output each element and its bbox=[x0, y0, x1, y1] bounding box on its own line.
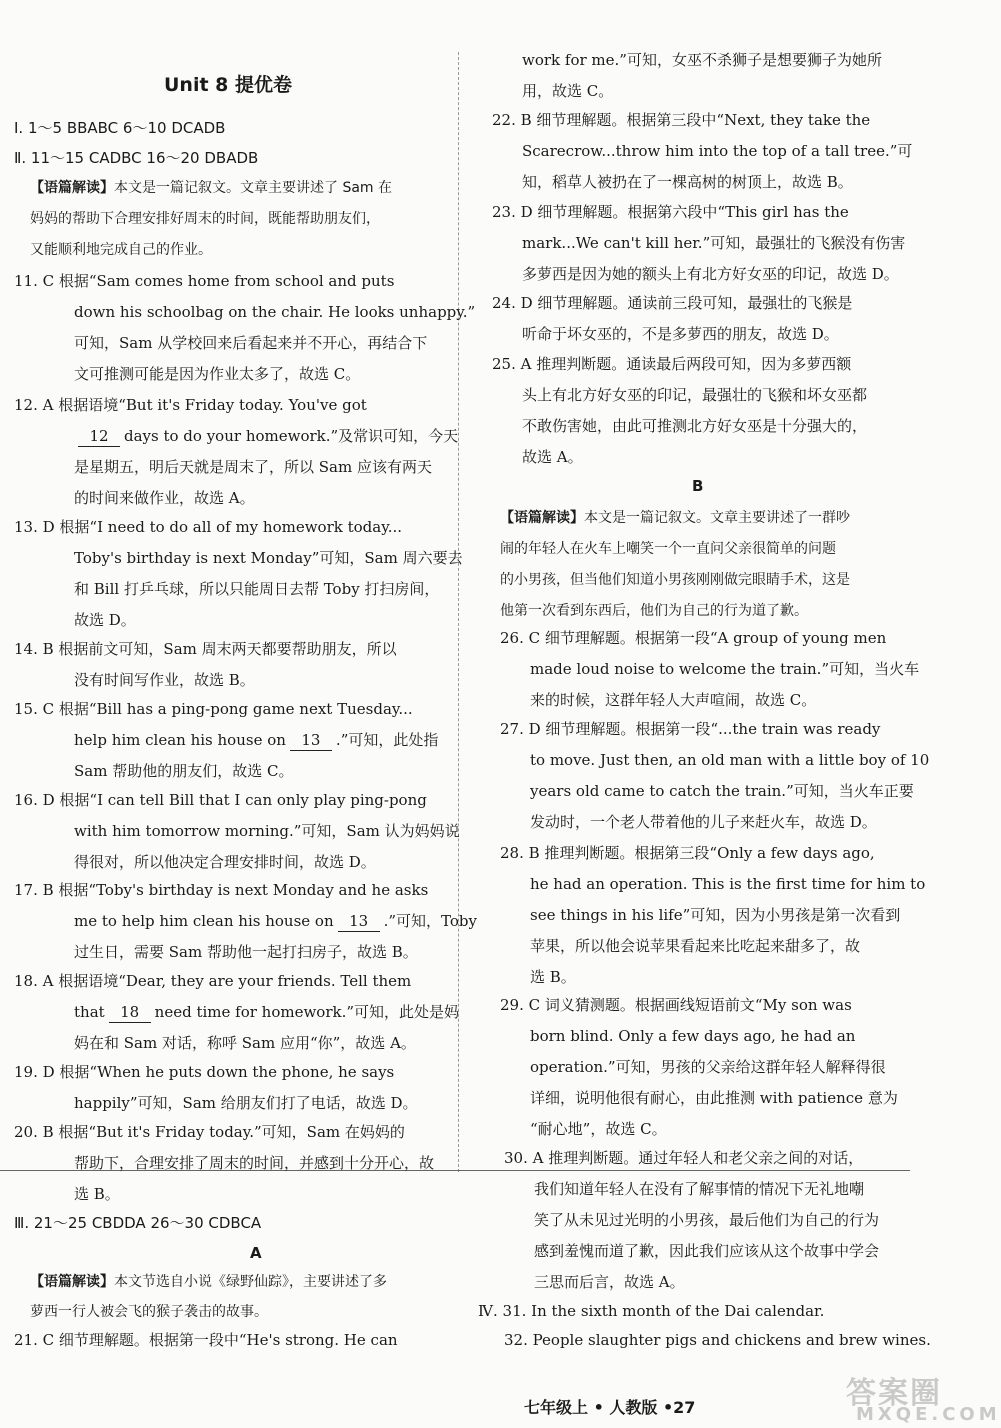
answer-27-cont: years old came to catch the train.”可知，当火车正要 bbox=[530, 782, 914, 800]
answer-text: me to help him clean his house on bbox=[74, 912, 334, 930]
blank-number: 18 bbox=[109, 1002, 151, 1023]
answer-20: 20. B 根据“But it's Friday today.”可知，Sam 在妈妈的 bbox=[14, 1123, 405, 1141]
answer-23-cont: mark...We can't kill her.”可知，最强壮的飞猴没有伤害 bbox=[522, 234, 906, 252]
answer-19: 19. D 根据“When he puts down the phone, he says bbox=[14, 1063, 395, 1081]
answer-20-cont: 帮助下，合理安排了周末的时间，并感到十分开心，故 bbox=[74, 1154, 435, 1172]
answer-24: 24. D 细节理解题。通读前三段可知，最强壮的飞猴是 bbox=[492, 294, 853, 312]
answer-31: Ⅳ. 31. In the sixth month of the Dai calendar. bbox=[478, 1302, 825, 1320]
intro-line: 萝西一行人被会飞的猴子袭击的故事。 bbox=[30, 1304, 268, 1320]
answer-27-cont: 发动时，一个老人带着他的儿子来赶火车，故选 D。 bbox=[530, 813, 877, 831]
answer-11-cont: 文可推测可能是因为作业太多了，故选 C。 bbox=[74, 365, 361, 383]
answer-32: 32. People slaughter pigs and chickens and brew wines. bbox=[504, 1331, 931, 1349]
blank-number: 12 bbox=[78, 426, 120, 447]
answer-16-cont: with him tomorrow morning.”可知，Sam 认为妈妈说 bbox=[74, 822, 460, 840]
answer-23: 23. D 细节理解题。根据第六段中“This girl has the bbox=[492, 203, 849, 221]
answer-12-cont bbox=[74, 426, 458, 447]
answer-29-cont: born blind. Only a few days ago, he had an bbox=[530, 1027, 856, 1045]
intro-text: 本文节选自小说《绿野仙踪》，主要讲述了多 bbox=[114, 1274, 387, 1290]
answer-28: 28. B 推理判断题。根据第三段“Only a few days ago, bbox=[500, 844, 875, 862]
blank-number: 13 bbox=[338, 911, 380, 932]
answer-21-cont: work for me.”可知，女巫不杀狮子是想要狮子为她所 bbox=[522, 51, 882, 69]
answer-29-cont: 详细，说明他很有耐心，由此推测 with patience 意为 bbox=[530, 1089, 898, 1107]
intro-tag: 【语篇解读】 bbox=[30, 1274, 114, 1290]
answer-22-cont: 知，稻草人被扔在了一棵高树的树顶上，故选 B。 bbox=[522, 173, 853, 191]
answer-16: 16. D 根据“I can tell Bill that I can only play ping-pong bbox=[14, 791, 427, 809]
answer-text: help him clean his house on bbox=[74, 731, 286, 749]
answer-29-cont: “耐心地”，故选 C。 bbox=[530, 1120, 667, 1138]
answer-22: 22. B 细节理解题。根据第三段中“Next, they take the bbox=[492, 111, 871, 129]
section-3-answers: Ⅲ. 21～25 CBDDA 26～30 CDBCA bbox=[14, 1214, 262, 1232]
answer-13-cont: 故选 D。 bbox=[74, 611, 136, 629]
answer-15-cont: Sam 帮助他的朋友们，故选 C。 bbox=[74, 762, 294, 780]
answer-14: 14. B 根据前文可知，Sam 周末两天都要帮助朋友，所以 bbox=[14, 640, 397, 658]
answer-25: 25. A 推理判断题。通读最后两段可知，因为多萝西额 bbox=[492, 355, 852, 373]
answer-29-cont: operation.”可知，男孩的父亲给这群年轻人解释得很 bbox=[530, 1058, 886, 1076]
answer-18: 18. A 根据语境“Dear, they are your friends. Tell them bbox=[14, 972, 412, 990]
answer-18-cont bbox=[74, 1002, 459, 1023]
answer-26: 26. C 细节理解题。根据第一段“A group of young men bbox=[500, 629, 887, 647]
answer-text: need time for homework.”可知，此处是妈 bbox=[154, 1003, 460, 1021]
answer-13: 13. D 根据“I need to do all of my homework today... bbox=[14, 518, 402, 536]
watermark-url: MXQE.COM bbox=[856, 1404, 1001, 1425]
answer-27: 27. D 细节理解题。根据第一段“...the train was ready bbox=[500, 720, 881, 738]
answer-21-cont: 用，故选 C。 bbox=[522, 82, 614, 100]
answer-25-cont: 不敢伤害她，由此可推测北方好女巫是十分强大的， bbox=[522, 417, 868, 435]
answer-text: that bbox=[74, 1003, 105, 1021]
answer-15-cont bbox=[74, 730, 438, 751]
answer-27-cont: to move. Just then, an old man with a little boy of 10 bbox=[530, 751, 930, 769]
answer-14-cont: 没有时间写作业，故选 B。 bbox=[74, 671, 255, 689]
answer-18-cont: 妈在和 Sam 对话，称呼 Sam 应用“你”，故选 A。 bbox=[74, 1034, 416, 1052]
answer-28-cont: see things in his life”可知，因为小男孩是第一次看到 bbox=[530, 906, 901, 924]
subsection-b-heading: B bbox=[692, 477, 704, 495]
answer-12-cont: 是星期五，明后天就是周末了，所以 Sam 应该有两天 bbox=[74, 458, 432, 476]
answer-25-cont: 头上有北方好女巫的印记，最强壮的飞猴和坏女巫都 bbox=[522, 386, 868, 404]
answer-17-cont bbox=[74, 911, 477, 932]
answer-text: .”可知，此处指 bbox=[335, 731, 439, 749]
intro-tag: 【语篇解读】 bbox=[30, 180, 114, 196]
answer-17-cont: 过生日，需要 Sam 帮助他一起打扫房子，故选 B。 bbox=[74, 943, 418, 961]
page-footer: 七年级上 • 人教版 •27 bbox=[524, 1398, 696, 1417]
answer-22-cont: Scarecrow...throw him into the top of a tall tree.”可 bbox=[522, 142, 913, 160]
answer-12: 12. A 根据语境“But it's Friday today. You've got bbox=[14, 396, 367, 414]
answer-text: days to do your homework.”及常识可知，今天 bbox=[124, 427, 459, 445]
intro-line: 闹的年轻人在火车上嘲笑一个一直问父亲很简单的问题 bbox=[500, 541, 836, 557]
subsection-a-heading: A bbox=[250, 1244, 262, 1262]
answer-11-cont: down his schoolbag on the chair. He looks unhappy.” bbox=[74, 303, 476, 321]
answer-11: 11. C 根据“Sam comes home from school and puts bbox=[14, 272, 395, 290]
answer-30-cont: 感到羞愧而道了歉，因此我们应该从这个故事中学会 bbox=[534, 1242, 880, 1260]
intro-tag: 【语篇解读】 bbox=[500, 510, 584, 526]
watermark-text: 答案圈 bbox=[846, 1376, 942, 1411]
answer-17: 17. B 根据“Toby's birthday is next Monday and he asks bbox=[14, 881, 429, 899]
answer-26-cont: made loud noise to welcome the train.”可知，当火车 bbox=[530, 660, 920, 678]
page-title: Unit 8 提优卷 bbox=[164, 74, 292, 96]
answer-28-cont: he had an operation. This is the first time for him to bbox=[530, 875, 926, 893]
answer-15: 15. C 根据“Bill has a ping-pong game next Tuesday... bbox=[14, 700, 413, 718]
answer-25-cont: 故选 A。 bbox=[522, 448, 583, 466]
answer-12-cont: 的时间来做作业，故选 A。 bbox=[74, 489, 255, 507]
answer-11-cont: 可知，Sam 从学校回来后看起来并不开心，再结合下 bbox=[74, 334, 428, 352]
answer-21: 21. C 细节理解题。根据第一段中“He's strong. He can bbox=[14, 1331, 398, 1349]
answer-19-cont: happily”可知，Sam 给朋友们打了电话，故选 D。 bbox=[74, 1094, 418, 1112]
answer-20-cont: 选 B。 bbox=[74, 1185, 120, 1203]
intro-line: 的小男孩，但当他们知道小男孩刚刚做完眼睛手术，这是 bbox=[500, 572, 850, 588]
intro-line: 又能顺利地完成自己的作业。 bbox=[30, 242, 212, 258]
watermark-logo bbox=[836, 1368, 1001, 1428]
answer-30-cont: 我们知道年轻人在没有了解事情的情况下无礼地嘲 bbox=[534, 1180, 865, 1198]
intro-line: 他第一次看到东西后，他们为自己的行为道了歉。 bbox=[500, 603, 808, 619]
intro-text: 本文是一篇记叙文。文章主要讲述了 Sam 在 bbox=[114, 180, 393, 196]
intro-text: 本文是一篇记叙文。文章主要讲述了一群吵 bbox=[584, 510, 850, 526]
answer-13-cont: 和 Bill 打乒乓球，所以只能周日去帮 Toby 打扫房间， bbox=[74, 580, 440, 598]
answer-30: 30. A 推理判断题。通过年轻人和老父亲之间的对话， bbox=[504, 1149, 864, 1167]
answer-text: .”可知，Toby bbox=[383, 912, 477, 930]
intro-line bbox=[30, 178, 392, 198]
section-2-answers: Ⅱ. 11～15 CADBC 16～20 DBADB bbox=[14, 149, 259, 167]
intro-line: 妈妈的帮助下合理安排好周末的时间，既能帮助朋友们， bbox=[30, 211, 380, 227]
answer-23-cont: 多萝西是因为她的额头上有北方好女巫的印记，故选 D。 bbox=[522, 265, 899, 283]
section-1-answers: Ⅰ. 1～5 BBABC 6～10 DCADB bbox=[14, 119, 226, 137]
intro-line bbox=[500, 508, 850, 528]
answer-28-cont: 选 B。 bbox=[530, 968, 576, 986]
answer-13-cont: Toby's birthday is next Monday”可知，Sam 周六要去 bbox=[74, 549, 463, 567]
answer-30-cont: 笑了从未见过光明的小男孩，最后他们为自己的行为 bbox=[534, 1211, 880, 1229]
answer-26-cont: 来的时候，这群年轻人大声喧闹，故选 C。 bbox=[530, 691, 817, 709]
answer-28-cont: 苹果，所以他会说苹果看起来比吃起来甜多了，故 bbox=[530, 937, 861, 955]
blank-number: 13 bbox=[290, 730, 332, 751]
answer-16-cont: 得很对，所以他决定合理安排时间，故选 D。 bbox=[74, 853, 376, 871]
answer-29: 29. C 词义猜测题。根据画线短语前文“My son was bbox=[500, 996, 852, 1014]
answer-30-cont: 三思而后言，故选 A。 bbox=[534, 1273, 685, 1291]
intro-line bbox=[30, 1272, 387, 1292]
answer-24-cont: 听命于坏女巫的，不是多萝西的朋友，故选 D。 bbox=[522, 325, 839, 343]
